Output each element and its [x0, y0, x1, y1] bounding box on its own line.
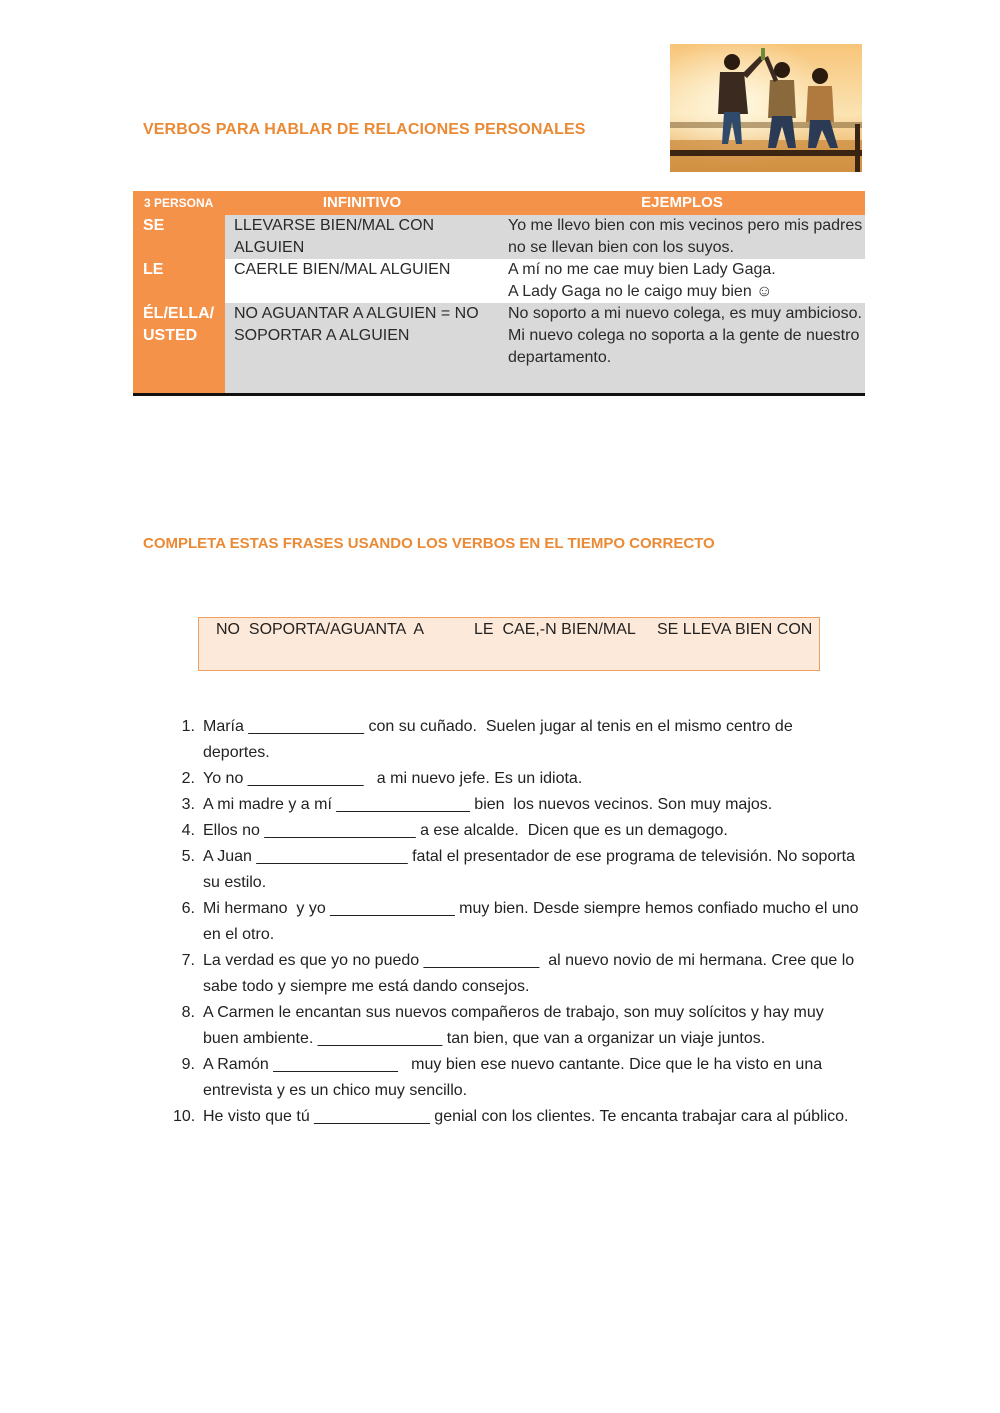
exercise-sentence: He visto que tú _____________ genial con los clientes. Te encanta trabajar cara al público.: [203, 1108, 849, 1125]
exercise-sentence: A Juan _________________ fatal el presentador de ese programa de televisión. No soporta su estilo.: [203, 848, 860, 891]
exercise-list: [173, 714, 863, 1130]
ejemplo-line: A mí no me cae muy bien Lady Gaga.: [508, 261, 776, 278]
header-ejemplos: EJEMPLOS: [499, 191, 865, 215]
infinitivo-cell: CAERLE BIEN/MAL ALGUIEN: [225, 259, 499, 303]
item-number: 4 .: [173, 818, 195, 844]
table-header-row: [133, 191, 865, 215]
item-number: 2 .: [173, 766, 195, 792]
item-number: 10 .: [173, 1104, 195, 1130]
list-item: [173, 844, 863, 896]
infinitivo-cell: LLEVARSE BIEN/MAL CON ALGUIEN: [225, 215, 499, 259]
list-item: [173, 766, 863, 792]
ejemplo-line: A Lady Gaga no le caigo muy bien ☺: [508, 283, 773, 300]
exercise-instructions: COMPLETA ESTAS FRASES USANDO LOS VERBOS EN EL TIEMPO CORRECTO: [143, 535, 715, 552]
exercise-sentence: Yo no _____________ a mi nuevo jefe. Es un idiota.: [203, 770, 583, 787]
list-item: [173, 1000, 863, 1052]
header-infinitivo: INFINITIVO: [225, 191, 499, 215]
table-row: [133, 215, 865, 259]
page-title: VERBOS PARA HABLAR DE RELACIONES PERSONALES: [143, 121, 586, 138]
list-item: [173, 714, 863, 766]
item-number: 8 .: [173, 1000, 195, 1026]
ejemplos-cell: [499, 259, 865, 303]
infinitivo-cell: NO AGUANTAR A ALGUIEN = NO SOPORTAR A ALGUIEN: [225, 303, 499, 395]
persona-cell: SE: [133, 215, 225, 259]
persona-cell: LE: [133, 259, 225, 303]
list-item: [173, 896, 863, 948]
exercise-sentence: La verdad es que yo no puedo _____________ al nuevo novio de mi hermana. Cree que lo sabe todo y siempre me está dando consejos.: [203, 952, 859, 995]
friends-toasting-sunset-photo: [670, 44, 862, 172]
item-number: 1 .: [173, 714, 195, 740]
exercise-sentence: Ellos no _________________ a ese alcalde. Dicen que es un demagogo.: [203, 822, 728, 839]
persona-cell: ÉL/ELLA/ USTED: [133, 303, 225, 395]
ejemplos-cell: Yo me llevo bien con mis vecinos pero mis padres no se llevan bien con los suyos.: [499, 215, 865, 259]
list-item: [173, 1052, 863, 1104]
exercise-sentence: María _____________ con su cuñado. Suelen jugar al tenis en el mismo centro de deportes.: [203, 718, 798, 761]
list-item: [173, 1104, 863, 1130]
word-bank: [198, 617, 820, 671]
item-number: 6 .: [173, 896, 195, 922]
item-number: 7 .: [173, 948, 195, 974]
table-row: [133, 303, 865, 395]
ejemplos-cell: No soporto a mi nuevo colega, es muy ambicioso. Mi nuevo colega no soporta a la gente de nuestro departamento.: [499, 303, 865, 395]
item-number: 3 .: [173, 792, 195, 818]
word-bank-item: SE LLEVA BIEN CON: [657, 621, 813, 638]
header-persona: 3 PERSONA: [133, 191, 225, 215]
item-number: 9 .: [173, 1052, 195, 1078]
exercise-sentence: A mi madre y a mí _______________ bien los nuevos vecinos. Son muy majos.: [203, 796, 773, 813]
list-item: [173, 792, 863, 818]
verb-table: [133, 191, 865, 396]
exercise-sentence: A Carmen le encantan sus nuevos compañeros de trabajo, son muy solícitos y hay muy buen ambiente. ______________ tan bien, que van a organizar un viaje juntos.: [203, 1004, 829, 1047]
exercise-sentence: A Ramón ______________ muy bien ese nuevo cantante. Dice que le ha visto en una entrevista y es un chico muy sencillo.: [203, 1056, 827, 1099]
list-item: [173, 818, 863, 844]
table-row: [133, 259, 865, 303]
word-bank-item: NO SOPORTA/AGUANTA A: [216, 621, 425, 638]
exercise-sentence: Mi hermano y yo ______________ muy bien. Desde siempre hemos confiado mucho el uno en el otro.: [203, 900, 863, 943]
word-bank-item: LE CAE,-N BIEN/MAL: [474, 621, 636, 638]
item-number: 5 .: [173, 844, 195, 870]
list-item: [173, 948, 863, 1000]
